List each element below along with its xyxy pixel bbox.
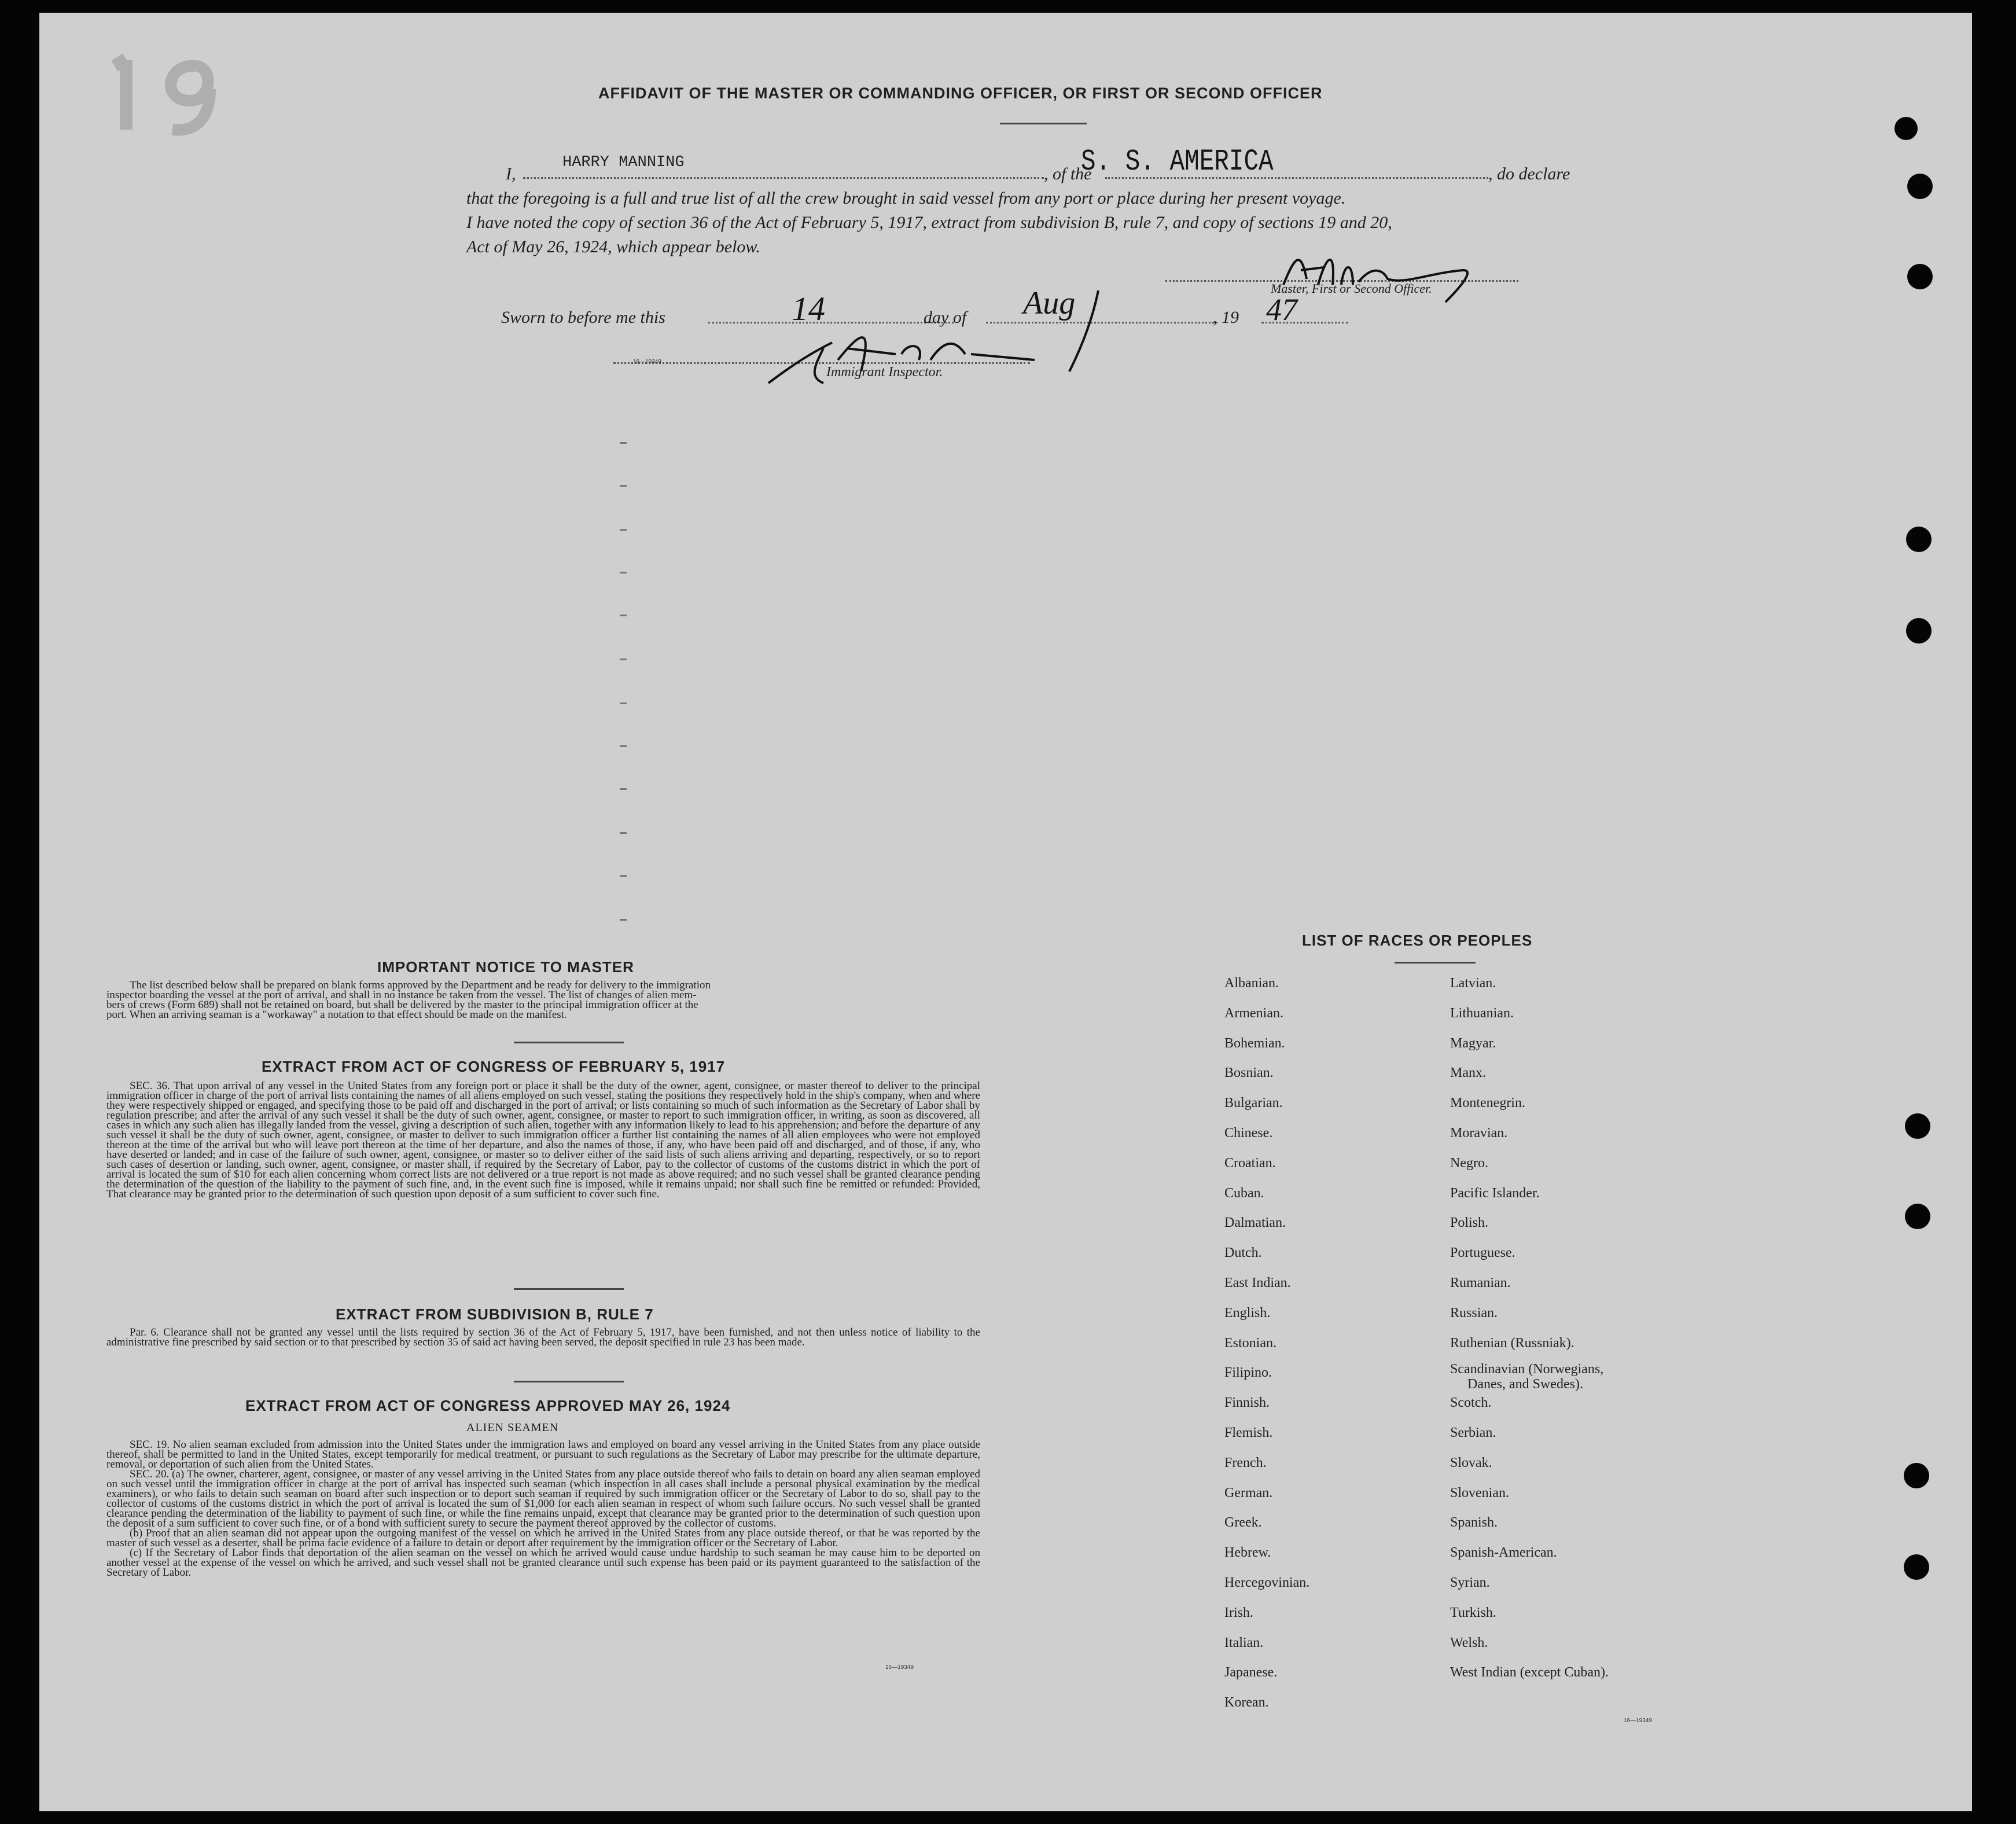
race-item: Hebrew. [1224, 1545, 1271, 1560]
punch-hole [1904, 1554, 1929, 1580]
year-prefix: , 19 [1213, 308, 1239, 327]
month-flourish [1058, 285, 1110, 377]
extract-1917-title: EXTRACT FROM ACT OF CONGRESS OF FEBRUARY 5, 1917 [262, 1058, 726, 1075]
officer-name: HARRY MANNING [562, 154, 685, 171]
i-prefix: I, [506, 164, 516, 183]
race-item: East Indian. [1224, 1275, 1291, 1290]
race-item: English. [1224, 1306, 1271, 1321]
notice-line: The list described below shall be prepared on blank forms approved by the Department and be ready for delivery to the immigration [130, 979, 711, 991]
race-item: Finnish. [1224, 1395, 1270, 1410]
section-rule [514, 1381, 624, 1382]
margin-tick [620, 442, 627, 444]
race-item: Portuguese. [1450, 1245, 1515, 1260]
margin-tick [620, 745, 627, 747]
race-item: Croatian. [1224, 1156, 1276, 1171]
race-item: Latvian. [1450, 976, 1496, 991]
sec-20a: SEC. 20. (a) The owner, charterer, agent, consignee, or master of any vessel arriving in the United States from any place outside thereof who fails to detain on board any alien seaman employed on such vessel until the immigration officer in charge at the port of arrival has inspected such seaman (which inspection in all cases shall include a personal physical examination by the medical examiners), or who fails to detain such seaman on board after such inspection or to deport such seaman if required by such immigration officer or the Secretary of Labor to do so, shall pay to the collector of customs of the customs district in which the port of arrival is located the sum of $1,000 for each alien seaman in respect of whom such failure occurs. No such vessel shall be granted clearance pending the determination of the liability to payment of such fine, or while the fine remains unpaid, except that clearance may be granted prior to the determination of such question upon the deposit of a sum sufficient to cover such fine, or of a bond with sufficient surety to secure the payment thereof approved by the collector of customs. [106, 1468, 980, 1529]
notice-line: port. When an arriving seaman is a "workaway" a notation to that effect should be made on the manifest. [106, 1009, 567, 1021]
day-of-label: day of [924, 308, 967, 327]
master-caption: Master, First or Second Officer. [1271, 281, 1432, 296]
affidavit-line-2: that the foregoing is a full and true list of all the crew brought in said vessel from any port or place during her present voyage. [466, 189, 1346, 208]
race-item: Bohemian. [1224, 1036, 1285, 1051]
sec-20b: (b) Proof that an alien seaman did not appear upon the outgoing manifest of the vessel on which he arrived in the United States from any place outside thereof, or that he was reported by the master of such vessel as a deserter, shall be prima facie evidence of a failure to detain or deport after requirement by the immigration officer or the Secretary of Labor. [106, 1527, 980, 1549]
race-item: Albanian. [1224, 976, 1279, 991]
margin-tick [620, 572, 627, 573]
margin-tick [620, 659, 627, 660]
alien-seamen-subtitle: ALIEN SEAMEN [466, 1421, 559, 1434]
race-item: Italian. [1224, 1635, 1264, 1650]
vessel-name: S. S. AMERICA [1081, 145, 1274, 179]
race-item: Syrian. [1450, 1575, 1490, 1590]
race-item: Slovak. [1450, 1455, 1492, 1470]
punch-hole [1904, 1463, 1929, 1488]
race-item: Hercegovinian. [1224, 1575, 1310, 1590]
punch-hole [1907, 174, 1933, 199]
margin-tick [620, 919, 627, 921]
section-rule [514, 1288, 624, 1290]
race-item: Dalmatian. [1224, 1215, 1286, 1230]
margin-tick [620, 832, 627, 834]
sworn-day: 14 [792, 290, 825, 328]
name-blank [523, 177, 1044, 179]
punch-hole [1894, 117, 1918, 140]
race-item: Armenian. [1224, 1006, 1283, 1021]
race-item: Moravian. [1450, 1126, 1508, 1141]
sec-19: SEC. 19. No alien seaman excluded from admission into the United States under the immigration laws and employed on board any vessel arriving in the United States from any place outside thereof, shall be permitted to land in the United States, except temporarily for medical treatment, or pursuant to such regulations as the Secretary of Labor may prescribe for the ultimate departure, removal, or deportation of such alien from the United States. [106, 1439, 980, 1470]
margin-tick [620, 529, 627, 531]
extract-1924-body [106, 1440, 980, 1577]
of-the-label: , of the [1044, 164, 1092, 183]
race-item: Polish. [1450, 1215, 1489, 1230]
race-item: Lithuanian. [1450, 1006, 1514, 1021]
margin-tick [620, 875, 627, 877]
race-item: Rumanian. [1450, 1275, 1511, 1290]
sworn-label: Sworn to before me this [501, 308, 665, 327]
margin-tick [620, 615, 627, 616]
do-declare-label: , do declare [1488, 164, 1570, 183]
race-item: Welsh. [1450, 1635, 1488, 1650]
affidavit-form-number: 16—19349 [633, 359, 661, 365]
title-rule [1000, 123, 1087, 124]
extract-form-number: 16—19349 [885, 1664, 914, 1671]
notice-line: inspector boarding the vessel at the port of arrival, and shall in no instance be taken from the vessel. The list of changes of alien mem- [106, 989, 697, 1001]
year-handwritten: 47 [1266, 292, 1297, 327]
notice-title: IMPORTANT NOTICE TO MASTER [377, 958, 634, 976]
master-signature [1272, 244, 1503, 314]
race-item: French. [1224, 1455, 1267, 1470]
race-item: Japanese. [1224, 1665, 1278, 1680]
race-item: Chinese. [1224, 1126, 1273, 1141]
race-item: Manx. [1450, 1065, 1486, 1080]
race-item: Irish. [1224, 1605, 1253, 1620]
margin-tick [620, 703, 627, 704]
section-rule [514, 1042, 624, 1043]
rule-7-body: Par. 6. Clearance shall not be granted any vessel until the lists required by section 36 of the Act of February 5, 1917, have been furnished, and not then unless notice of liability to the administrative fine prescribed by said section or to that prescribed by section 35 of said act having been served, the deposit specified in rule 23 has been made. [106, 1326, 980, 1348]
sworn-month: Aug [1023, 285, 1076, 321]
affidavit-title: AFFIDAVIT OF THE MASTER OR COMMANDING OFFICER, OR FIRST OR SECOND OFFICER [598, 84, 1323, 102]
page-number-stamp [103, 49, 236, 141]
extract-1917-body: SEC. 36. That upon arrival of any vessel in the United States from any foreign port or place it shall be the duty of the owner, agent, consignee, or master thereof to deliver to the principal immigration officer in charge of the port of arrival lists containing the names of all aliens employed on such vessel, stating the positions they respectively hold in the ship's company, when and where they were respectively shipped or engaged, and specifying those to be paid off and discharged in the port of arrival; or lists containing so much of such information as the Secretary of Labor shall by regulation prescribe; and after the arrival of any such vessel it shall be the duty of such owner, agent, consignee, or master to report to such immigration officer, in writing, as soon as discovered, all cases in which any such alien has illegally landed from the vessel, giving a description of such alien, together with any information likely to lead to his apprehension; and before the departure of any such vessel it shall be the duty of such owner, agent, consignee, or master to deliver to such immigration officer a further list containing the names of all alien employees who were not employed thereon at the time of the arrival but who will leave port thereon at the time of her departure, and also the names of those, if any, who have been paid off and discharged, and of those, if any, who have deserted or landed; and in case of the failure of such owner, agent, consignee, or master so to deliver either of the said lists of such aliens arriving and departing, respectively, or so to report such cases of desertion or landing, such owner, agent, consignee, or master shall, if required by the Secretary of Labor, pay to the collector of customs of the customs district in which the port of arrival is located the sum of $10 for each alien concerning whom correct lists are not delivered or a true report is not made as above required; and no such vessel shall be granted clearance pending the determination of the question of the liability to the payment of such fine, and, in the event such fine is imposed, while it remains unpaid; nor shall such fine be remitted or refunded: Provided, That clearance may be granted prior to the determination of such question upon deposit of a sum sufficient to cover such fine. [106, 1080, 980, 1200]
document-page [39, 13, 1972, 1811]
race-item: Danes, and Swedes). [1467, 1377, 1583, 1392]
race-item: Turkish. [1450, 1605, 1496, 1620]
extract-1924-title: EXTRACT FROM ACT OF CONGRESS APPROVED MAY 26, 1924 [245, 1397, 731, 1414]
race-item: Russian. [1450, 1306, 1498, 1321]
race-item: Ruthenian (Russniak). [1450, 1336, 1574, 1351]
races-form-number: 16—19349 [1624, 1718, 1652, 1724]
race-item: Slovenian. [1450, 1485, 1509, 1501]
race-item: Cuban. [1224, 1186, 1264, 1201]
rule-7-title: EXTRACT FROM SUBDIVISION B, RULE 7 [336, 1306, 654, 1323]
race-item: Greek. [1224, 1515, 1262, 1530]
race-item: West Indian (except Cuban). [1450, 1665, 1609, 1680]
punch-hole [1906, 618, 1932, 643]
race-item: Scotch. [1450, 1395, 1492, 1410]
punch-hole [1906, 527, 1932, 552]
margin-tick [620, 485, 627, 487]
race-item: Estonian. [1224, 1336, 1276, 1351]
race-item: Negro. [1450, 1156, 1488, 1171]
races-title: LIST OF RACES OR PEOPLES [1302, 932, 1533, 949]
margin-tick [620, 788, 627, 790]
punch-hole [1905, 1204, 1930, 1229]
affidavit-line-4: Act of May 26, 1924, which appear below. [466, 237, 760, 256]
sec-20c: (c) If the Secretary of Labor finds that deportation of the alien seaman on the vessel on which he arrived would cause undue hardship to such seaman he may cause him to be deported on another vessel at the expense of the vessel on which he arrived, and such vessel shall not be granted clearance until such expense has been paid or its payment guaranteed to the satisfaction of the Secretary of Labor. [106, 1547, 980, 1579]
notice-body [106, 980, 980, 1020]
race-item: Pacific Islander. [1450, 1186, 1540, 1201]
race-item: Bosnian. [1224, 1065, 1274, 1080]
race-item: Spanish. [1450, 1515, 1498, 1530]
punch-hole [1907, 264, 1933, 289]
race-item: Dutch. [1224, 1245, 1262, 1260]
race-item: Magyar. [1450, 1036, 1496, 1051]
race-item: Spanish-American. [1450, 1545, 1557, 1560]
affidavit-line-3: I have noted the copy of section 36 of the Act of February 5, 1917, extract from subdivision B, rule 7, and copy of sections 19 and 20, [466, 213, 1392, 232]
inspector-caption: Immigrant Inspector. [826, 365, 943, 380]
races-rule [1395, 962, 1476, 964]
race-item: Filipino. [1224, 1365, 1272, 1380]
race-item: Montenegrin. [1450, 1095, 1525, 1110]
race-item: Bulgarian. [1224, 1095, 1283, 1110]
race-item: Serbian. [1450, 1425, 1496, 1440]
race-item: Flemish. [1224, 1425, 1273, 1440]
race-item: Korean. [1224, 1695, 1269, 1710]
race-item: Scandinavian (Norwegians, [1450, 1362, 1604, 1377]
notice-line: bers of crews (Form 689) shall not be retained on board, but shall be delivered by the master to the principal immigration officer at the [106, 999, 698, 1011]
race-item: German. [1224, 1485, 1273, 1501]
punch-hole [1905, 1113, 1930, 1139]
